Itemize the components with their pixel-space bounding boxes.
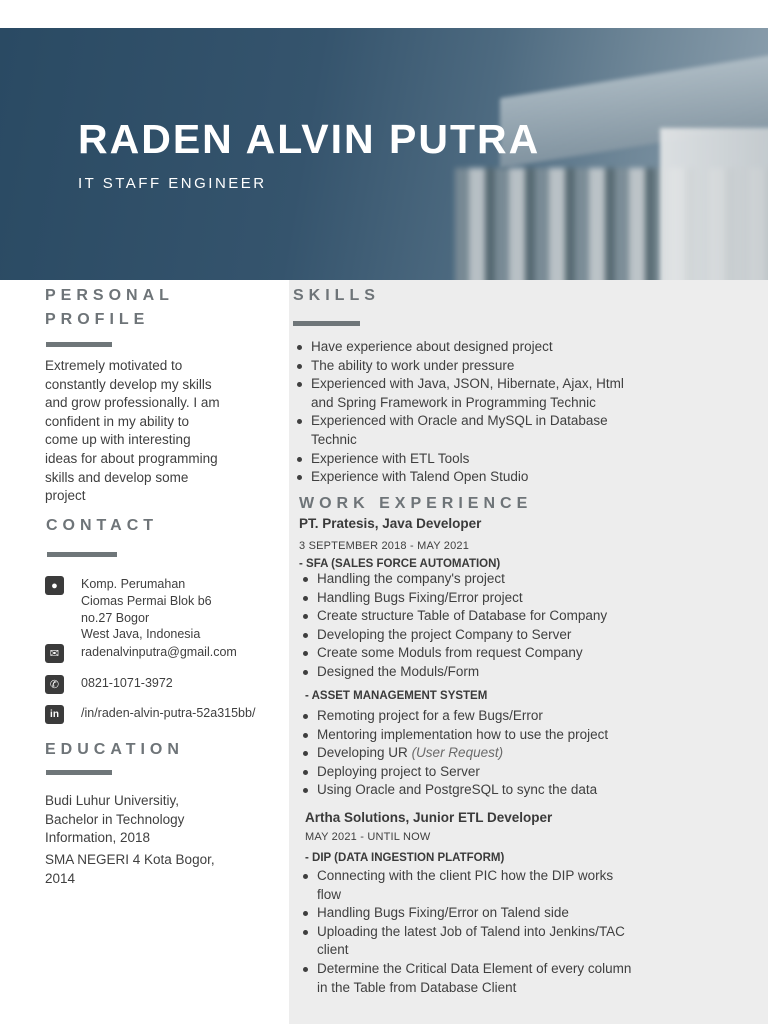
list-item: Mentoring implementation how to use the project [300, 726, 750, 745]
education-entry-1: Budi Luhur Universitiy, Bachelor in Technology Information, 2018 [45, 793, 185, 846]
list-item: Handling Bugs Fixing/Error on Talend side [300, 904, 750, 923]
list-item: The ability to work under pressure [294, 357, 754, 376]
skills-divider [293, 321, 360, 326]
profile-text: Extremely motivated to constantly develop my skills and grow professionally. I am confident in my ability to come up with interesting ideas for about programming skills and develop some project [45, 358, 220, 504]
contact-email[interactable]: ✉ radenalvinputra@gmail.com [45, 644, 237, 663]
profile-divider [46, 342, 112, 347]
building-side-image [660, 128, 768, 280]
education-entry-2: SMA NEGERI 4 Kota Bogor, 2014 [45, 852, 215, 886]
email-icon: ✉ [45, 644, 64, 663]
header-banner [0, 28, 768, 280]
job-role: IT STAFF ENGINEER [78, 175, 267, 192]
job-date-1: 3 SEPTEMBER 2018 - MAY 2021 [299, 540, 470, 552]
list-item: Determine the Critical Data Element of every column in the Table from Database Client [300, 960, 750, 997]
job-title-1: PT. Pratesis, Java Developer [299, 516, 482, 531]
project-name-sfa: - SFA (SALES FORCE AUTOMATION) [299, 558, 501, 570]
job-date-2: MAY 2021 - UNTIL NOW [305, 831, 431, 843]
project-name-dip: - DIP (DATA INGESTION PLATFORM) [305, 852, 505, 864]
linkedin-icon: in [45, 705, 64, 724]
asset-task-list [300, 707, 750, 800]
personal-profile-heading: PERSONAL PROFILE [45, 287, 174, 328]
contact-phone[interactable]: ✆ 0821-1071-3972 [45, 675, 173, 694]
list-item: Developing the project Company to Server [300, 626, 750, 645]
list-item: Remoting project for a few Bugs/Error [300, 707, 750, 726]
list-item: Deploying project to Server [300, 763, 750, 782]
list-item: Developing UR (User Request) [300, 744, 750, 763]
education-heading: EDUCATION [45, 741, 184, 758]
contact-heading: CONTACT [46, 517, 159, 534]
contact-address: ● Komp. Perumahan Ciomas Permai Blok b6 no.27 Bogor West Java, Indonesia [45, 576, 212, 643]
job-title-2: Artha Solutions, Junior ETL Developer [305, 810, 553, 825]
contact-divider [47, 552, 117, 557]
list-item: Experienced with Java, JSON, Hibernate, Ajax, Html and Spring Framework in Programming Technic [294, 375, 754, 412]
education-divider [46, 770, 112, 775]
list-item: Handling Bugs Fixing/Error project [300, 589, 750, 608]
list-item: Uploading the latest Job of Talend into Jenkins/TAC client [300, 923, 750, 960]
list-item: Using Oracle and PostgreSQL to sync the data [300, 781, 750, 800]
skills-list [294, 338, 754, 487]
list-item: Create some Moduls from request Company [300, 644, 750, 663]
work-experience-heading: WORK EXPERIENCE [299, 495, 533, 512]
list-item: Experienced with Oracle and MySQL in Database Technic [294, 412, 754, 449]
person-name: RADEN ALVIN PUTRA [78, 116, 541, 162]
list-item: Connecting with the client PIC how the DIP works flow [300, 867, 750, 904]
list-item: Create structure Table of Database for Company [300, 607, 750, 626]
dip-task-list [300, 867, 750, 997]
phone-icon: ✆ [45, 675, 64, 694]
list-item: Handling the company's project [300, 570, 750, 589]
list-item: Experience with Talend Open Studio [294, 468, 754, 487]
list-item: Have experience about designed project [294, 338, 754, 357]
skills-heading: SKILLS [293, 287, 380, 304]
contact-linkedin[interactable]: in /in/raden-alvin-putra-52a315bb/ [45, 705, 255, 724]
list-item: Experience with ETL Tools [294, 450, 754, 469]
project-name-asset: - ASSET MANAGEMENT SYSTEM [305, 690, 488, 702]
list-item: Designed the Moduls/Form [300, 663, 750, 682]
location-icon: ● [45, 576, 64, 595]
sfa-task-list [300, 570, 750, 682]
